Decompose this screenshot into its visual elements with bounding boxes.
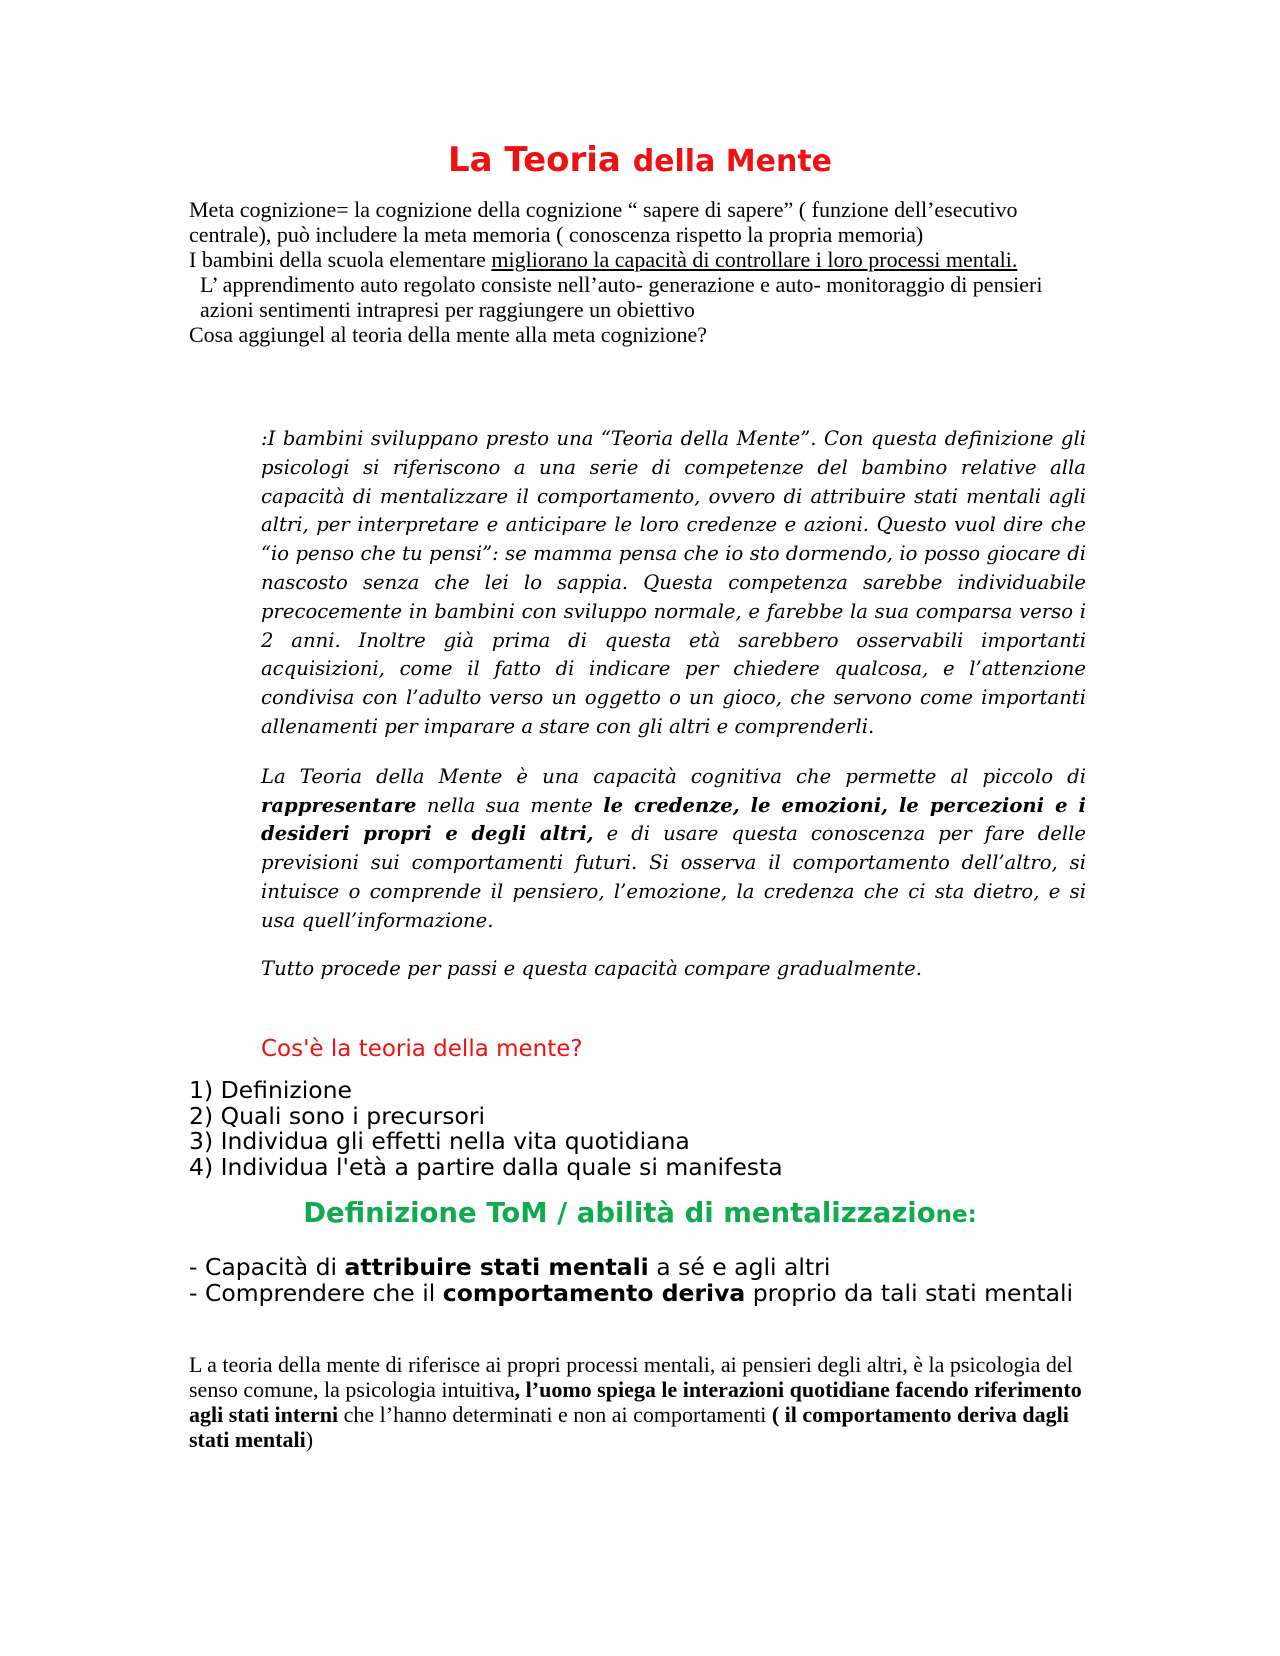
section-subheading: Cos'è la teoria della mente? [261, 1036, 583, 1062]
final-bold-b: ( il comportamento deriva dagli stati mentali [189, 1402, 1069, 1452]
final-bold-a: , l’uomo spiega le interazioni quotidiane facendo riferimento agli stati interni [189, 1377, 1082, 1427]
quote-p2-bold-a: rappresentare [261, 793, 417, 817]
title-part-1: La Teoria [447, 140, 621, 180]
quote-p2-bold-b: le credenze, le emozioni, le percezioni e i desideri propri e degli altri, [261, 793, 1086, 846]
quote-p2-text-c: e di usare questa conoscenza per fare delle previsioni sui comportamenti futuri. Si osserva il comportamento dell’altro, si intuisce o comprende il pensiero, l’emozione, la credenza che ci sta dietro, e si usa quell’informazione. [261, 822, 1086, 932]
intro-paragraph-1: Meta cognizione= la cognizione della cognizione “ sapere di sapere” ( funzione dell’esecutivo centrale), può includere la meta memoria ( conoscenza rispetto la propria memoria) [189, 197, 1018, 247]
quote-section [261, 425, 1086, 983]
intro-paragraph-4: Cosa aggiungel al teoria della mente alla meta cognizione? [189, 322, 708, 347]
definition-heading-part-2: ne: [935, 1202, 977, 1228]
title-part-2: della Mente [632, 144, 833, 179]
intro-p2-underlined: migliorano la capacità di controllare i loro processi mentali. [491, 247, 1018, 272]
definition-line-2 [189, 1278, 1089, 1307]
quote-p2-text-a: La Teoria della Mente è una capacità cognitiva che permette al piccolo di [261, 764, 1086, 788]
quote-p2-text-b: nella sua mente [416, 793, 604, 817]
quote-paragraph-2 [261, 763, 1086, 936]
intro-p2-text: I bambini della scuola elementare [189, 247, 492, 272]
list-item: 3) Individua gli effetti nella vita quotidiana [189, 1127, 690, 1155]
quote-paragraph-3: Tutto procede per passi e questa capacità compare gradualmente. [261, 956, 922, 980]
def-l1-text-b: a sé e agli altri [648, 1253, 831, 1281]
final-text-b: che l’hanno determinati e non ai comportamenti [338, 1402, 772, 1427]
definition-heading-part-1: Definizione ToM / abilità di mentalizzazio [303, 1197, 936, 1229]
list-item: 2) Quali sono i precursori [189, 1101, 486, 1130]
list-item: 1) Definizione [189, 1076, 352, 1104]
def-l2-bold: comportamento deriva [442, 1278, 746, 1307]
def-l1-bold: attribuire stati mentali [344, 1253, 649, 1281]
def-l2-text-b: proprio da tali stati mentali [745, 1278, 1074, 1307]
question-list [189, 1078, 1089, 1180]
intro-section [189, 197, 1089, 347]
def-l2-text-a: - Comprendere che il [189, 1278, 443, 1307]
def-l1-text-a: - Capacità di [189, 1253, 345, 1281]
list-item: 4) Individua l'età a partire dalla quale si manifesta [189, 1152, 783, 1181]
final-paragraph [189, 1352, 1089, 1452]
final-text-a: L a teoria della mente di riferisce ai propri processi mentali, ai pensieri degli altri, è la psicologia del senso comune, la psicologia intuitiva [189, 1352, 1073, 1402]
definition-heading [0, 1196, 1280, 1232]
quote-paragraph-1: :I bambini sviluppano presto una “Teoria della Mente”. Con questa definizione gli psicologi si riferiscono a una serie di competenze del bambino relative alla capacità di mentalizzare il comportamento, ovvero di attribuire stati mentali agli altri, per interpretare e anticipare le loro credenze e azioni. Questo vuol dire che “io penso che tu pensi”: se mamma pensa che io sto dormendo, io posso giocare di nascosto senza che lei lo sappia. Questa competenza sarebbe individuabile precocemente in bambini con sviluppo normale, e farebbe la sua comparsa verso i 2 anni. Inoltre già prima di questa età sarebbero osservabili importanti acquisizioni, come il fatto di indicare per chiedere qualcosa, e l’attenzione condivisa con l’adulto verso un oggetto o un gioco, che servono come importanti allenamenti per imparare a stare con gli altri e comprenderli. [261, 427, 1086, 738]
intro-paragraph-3: L’ apprendimento auto regolato consiste nell’auto- generazione e auto- monitoraggio di pensieri azioni sentimenti intrapresi per raggiungere un obiettivo [200, 272, 1043, 322]
definition-section [189, 1255, 1089, 1306]
definition-line-1 [189, 1255, 1089, 1281]
intro-paragraph-2 [189, 247, 1089, 272]
final-text-c: ) [305, 1427, 314, 1452]
document-title [0, 138, 1280, 184]
